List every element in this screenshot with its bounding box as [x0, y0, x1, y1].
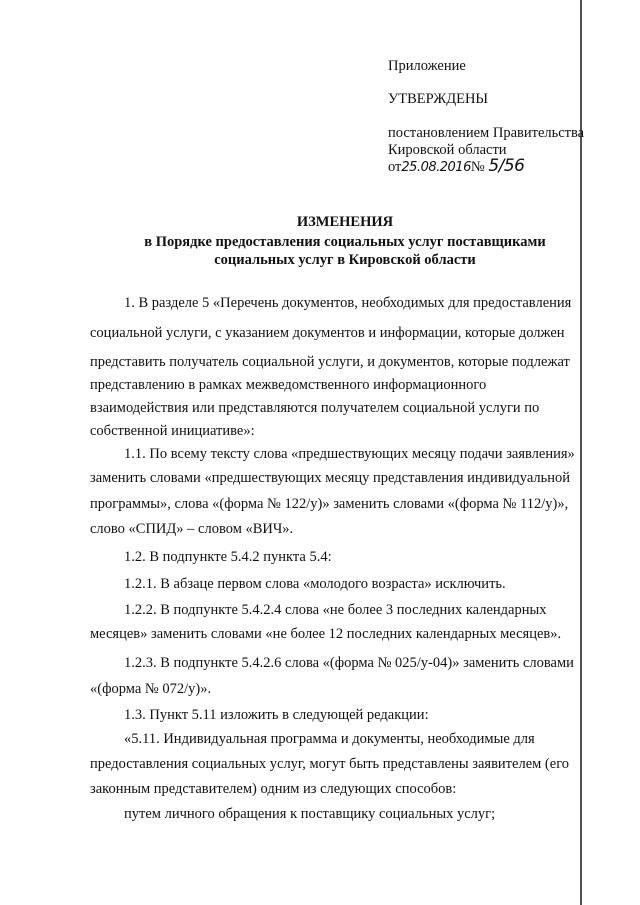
body-line: 1. В разделе 5 «Перечень документов, необходимых для предоставления — [124, 295, 572, 311]
body-line: представить получатель социальной услуги, и документов, которые подлежат — [90, 354, 570, 370]
region-line: Кировской области — [388, 142, 507, 158]
body-line: 1.1. По всему тексту слова «предшествующих месяцу подачи заявления» — [124, 446, 575, 462]
body-line: путем личного обращения к поставщику социальных услуг; — [124, 806, 496, 822]
body-line: программы», слова «(форма № 122/у)» заменить словами «(форма № 112/у)», — [90, 496, 569, 512]
body-line: 1.2.3. В подпункте 5.4.2.6 слова «(форма № 025/у-04)» заменить словами — [124, 655, 574, 671]
body-line: слово «СПИД» – словом «ВИЧ». — [90, 521, 294, 537]
body-line: 1.2. В подпункте 5.4.2 пункта 5.4: — [124, 549, 332, 565]
body-line: 1.2.2. В подпункте 5.4.2.4 слова «не более 3 последних календарных — [124, 602, 547, 618]
body-line: предоставления социальных услуг, могут быть представлены заявителем (его — [90, 756, 570, 772]
date-prefix: от — [388, 159, 402, 175]
appendix-title: Приложение — [388, 58, 466, 74]
body-line: заменить словами «предшествующих месяцу представления индивидуальной — [90, 470, 571, 486]
document-heading: ИЗМЕНЕНИЯ — [296, 214, 394, 230]
body-line: «5.11. Индивидуальная программа и документы, необходимые для — [124, 731, 535, 747]
number-prefix: № — [470, 159, 485, 175]
handwritten-date: 25.08.2016 — [401, 160, 471, 175]
heading-subtitle-1: в Порядке предоставления социальных услуг поставщиками — [144, 234, 546, 250]
body-line: представлению в рамках межведомственного информационного — [90, 377, 487, 393]
body-line: месяцев» заменить словами «не более 12 последних календарных месяцев». — [90, 626, 562, 642]
body-line: 1.3. Пункт 5.11 изложить в следующей редакции: — [124, 707, 429, 723]
decree-date-number — [388, 158, 525, 176]
handwritten-number: 5/56 — [488, 156, 525, 176]
decree-line: постановлением Правительства — [388, 125, 585, 141]
approved-label: УТВЕРЖДЕНЫ — [388, 91, 489, 107]
body-line: законным представителем) одним из следующих способов: — [90, 781, 457, 797]
heading-subtitle-2: социальных услуг в Кировской области — [214, 252, 476, 268]
body-line: социальной услуги, с указанием документов и информации, которые должен — [90, 325, 565, 341]
body-line: взаимодействия или представляются получателем социальной услуги по — [90, 400, 540, 416]
body-line: «(форма № 072/у)». — [90, 681, 212, 697]
body-line: собственной инициативе»: — [90, 423, 255, 439]
body-line: 1.2.1. В абзаце первом слова «молодого возраста» исключить. — [124, 576, 506, 592]
